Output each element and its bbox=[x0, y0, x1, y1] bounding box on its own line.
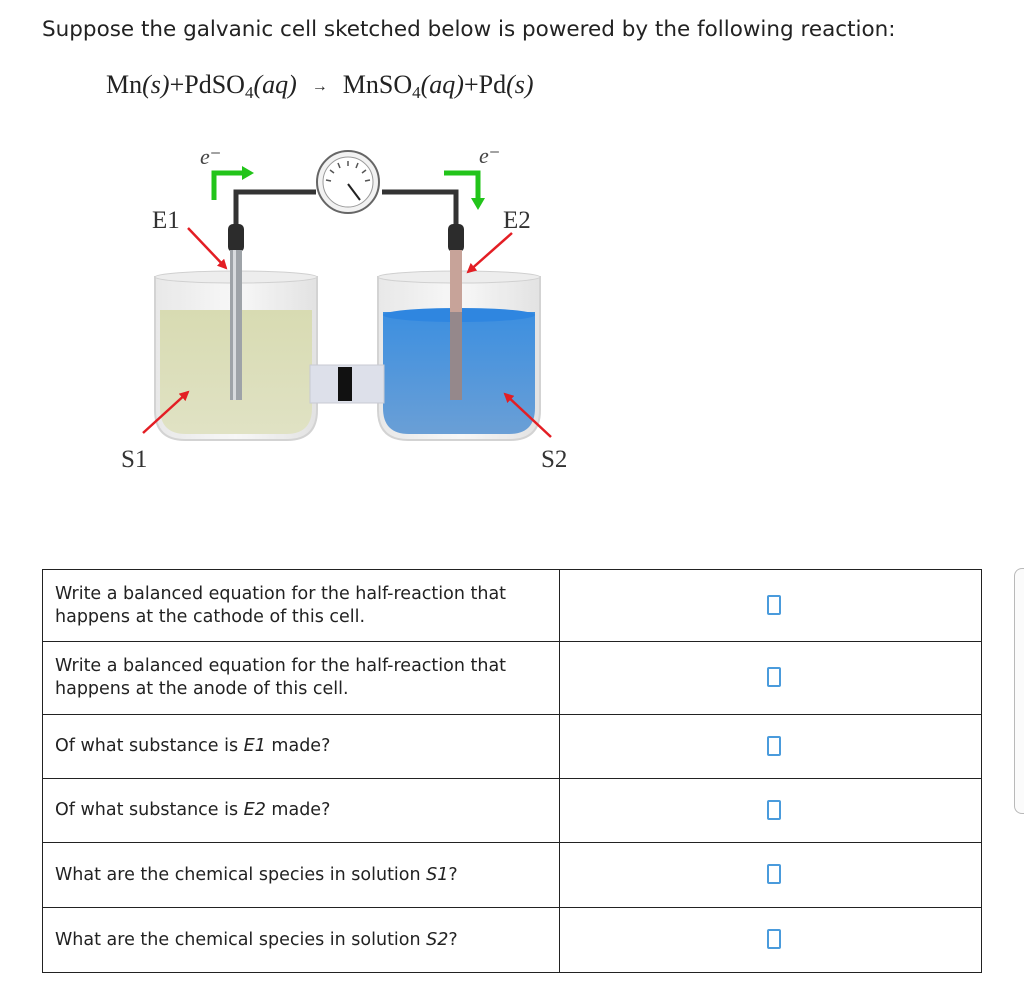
table-row bbox=[43, 779, 982, 843]
side-panel-tab[interactable] bbox=[1014, 568, 1024, 814]
reactant-pdso4-state: (aq) bbox=[253, 70, 297, 99]
answer-cell bbox=[559, 642, 981, 715]
reactant-mn: Mn bbox=[106, 70, 143, 99]
questions-table bbox=[42, 569, 982, 973]
product-mnso4: MnSO bbox=[342, 70, 413, 99]
reactant-pdso4: PdSO bbox=[184, 70, 245, 99]
product-pd: Pd bbox=[478, 70, 507, 99]
table-row bbox=[43, 908, 982, 973]
plus-sign: + bbox=[463, 70, 479, 99]
product-mnso4-state: (aq) bbox=[420, 70, 464, 99]
reaction-equation bbox=[106, 70, 534, 103]
question-s1: What are the chemical species in solution S1? bbox=[43, 843, 560, 908]
answer-cell bbox=[559, 779, 981, 843]
answer-input-s2[interactable] bbox=[767, 929, 781, 949]
voltmeter-icon bbox=[317, 151, 379, 213]
reaction-arrow: → bbox=[311, 78, 328, 95]
answer-cell bbox=[559, 570, 981, 642]
label-e2: E2 bbox=[503, 207, 531, 234]
pointer-arrow-e2 bbox=[468, 233, 512, 272]
electron-flow-arrow bbox=[444, 173, 478, 200]
reactant-pdso4-subscript: 4 bbox=[244, 83, 254, 102]
pointer-arrow-e1 bbox=[188, 228, 226, 268]
answer-input-e2[interactable] bbox=[767, 800, 781, 820]
plus-sign: + bbox=[169, 70, 185, 99]
product-mnso4-subscript: 4 bbox=[412, 83, 421, 102]
label-s1: S1 bbox=[121, 446, 148, 473]
answer-cell bbox=[559, 908, 981, 973]
answer-input-e1[interactable] bbox=[767, 736, 781, 756]
reactant-mn-state: (s) bbox=[142, 70, 170, 99]
question-e1: Of what substance is E1 made? bbox=[43, 715, 560, 779]
electron-flow-arrow bbox=[471, 198, 485, 210]
electron-flow-arrow bbox=[242, 166, 254, 180]
electron-label-right: e⁻ bbox=[479, 143, 501, 168]
question-cathode: Write a balanced equation for the half-reaction that happens at the cathode of this cell. bbox=[43, 570, 560, 642]
electron-label-left: e⁻ bbox=[200, 144, 222, 169]
question-anode: Write a balanced equation for the half-reaction that happens at the anode of this cell. bbox=[43, 642, 560, 715]
product-pd-state: (s) bbox=[506, 70, 534, 99]
galvanic-cell-diagram bbox=[0, 140, 620, 480]
table-row bbox=[43, 715, 982, 779]
answer-input-s1[interactable] bbox=[767, 864, 781, 884]
answer-cell bbox=[559, 715, 981, 779]
electrode-e1 bbox=[228, 224, 244, 400]
answer-input-anode[interactable] bbox=[767, 667, 781, 687]
label-s2: S2 bbox=[541, 446, 568, 473]
question-prompt: Suppose the galvanic cell sketched below is powered by the following reaction: bbox=[42, 17, 896, 42]
table-row bbox=[43, 570, 982, 642]
electron-flow-arrow bbox=[214, 173, 244, 200]
answer-cell bbox=[559, 843, 981, 908]
label-e1: E1 bbox=[152, 207, 180, 234]
question-e2: Of what substance is E2 made? bbox=[43, 779, 560, 843]
answer-input-cathode[interactable] bbox=[767, 595, 781, 615]
question-s2: What are the chemical species in solution S2? bbox=[43, 908, 560, 973]
salt-bridge bbox=[310, 365, 384, 403]
electrode-e2 bbox=[448, 224, 464, 400]
table-row bbox=[43, 843, 982, 908]
table-row bbox=[43, 642, 982, 715]
